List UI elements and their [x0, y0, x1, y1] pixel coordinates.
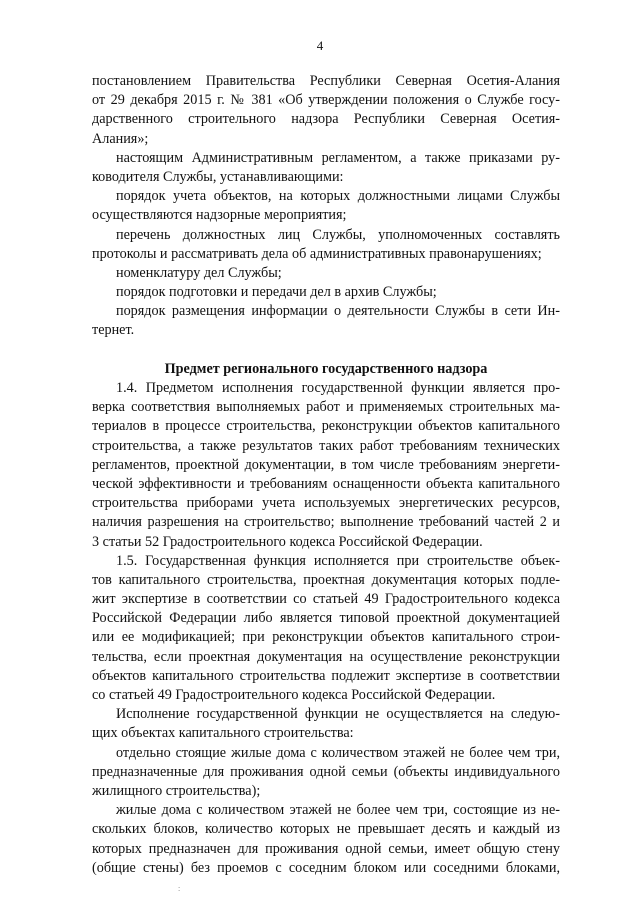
text-line: Исполнение государственной функции не осуществляется на следую- [116, 706, 560, 723]
paragraph [92, 744, 560, 802]
text-line: жилищного строительства); [92, 782, 261, 799]
paragraph [92, 302, 560, 340]
paragraph [92, 72, 560, 149]
scan-mark: : [178, 884, 181, 893]
text-line: верка соответствия выполняемых работ и применяемых строительных ма- [92, 399, 560, 416]
text-line: скольких блоков, количество которых не превышает десять и каждый из [92, 821, 560, 838]
section-spacer [92, 341, 560, 360]
text-line: 3 статьи 52 Градостроительного кодекса Российской Федерации. [92, 533, 483, 550]
text-line: строительства, а также результатов таких работ требованиям технических [92, 437, 560, 454]
text-line: тельства, если проектная документация на осуществление реконструкции [92, 648, 560, 665]
text-line: от 29 декабря 2015 г. № 381 «Об утверждении положения о Службе госу- [92, 92, 560, 109]
page-number: 4 [316, 38, 324, 53]
text-line: протоколы и рассматривать дела об административных правонарушениях; [92, 245, 542, 262]
text-line: порядок учета объектов, на которых должностными лицами Службы [116, 188, 560, 205]
text-line: Российской Федерации либо является типовой проектной документацией [92, 610, 560, 627]
paragraph [92, 149, 560, 187]
text-line: 1.4. Предметом исполнения государственной функции является про- [116, 380, 560, 396]
text-line: дарственного строительного надзора Республики Северная Осетия- [92, 111, 560, 128]
text-line: тов капитального строительства, проектная документация которых подле- [92, 571, 560, 588]
text-line: предназначенные для проживания одной семьи (объекты индивидуального [92, 763, 560, 780]
text-line: наличия разрешения на строительство; выполнение требований частей 2 и [92, 514, 560, 531]
text-line: 1.5. Государственная функция исполняется при строительстве объек- [116, 552, 560, 569]
text-line: ческой эффективности и требованиям оснащенности объекта капитального [92, 475, 560, 492]
text-line: перечень должностных лиц Службы, уполномоченных составлять [116, 226, 560, 243]
text-line: со статьей 49 Градостроительного кодекса Российской Федерации. [92, 687, 496, 703]
paragraph [92, 552, 560, 706]
text-line: регламентов, проектной документации, в том числе требованиям энергети- [92, 456, 560, 473]
text-line: настоящим Административным регламентом, а также приказами ру- [116, 149, 560, 166]
document-body [92, 72, 560, 878]
text-line: териалов в процессе строительства, реконструкции объектов капитального [92, 418, 560, 435]
text-line: которых предназначен для проживания одной семьи, имеет общую стену [92, 840, 560, 857]
text-line: порядок подготовки и передачи дел в архив Службы; [116, 284, 437, 301]
text-line: тернет. [92, 322, 135, 339]
section-paragraphs [92, 379, 560, 878]
text-line: Алания»; [92, 130, 149, 147]
text-line: строительства приборами учета используемых энергетических ресурсов, [92, 495, 560, 512]
paragraph [92, 801, 560, 878]
text-line: осуществляются надзорные мероприятия; [92, 207, 347, 224]
text-line: жит экспертизе в соответствии со статьей 49 Градостроительного кодекса [92, 591, 560, 608]
paragraph [92, 264, 560, 283]
text-line: порядок размещения информации о деятельности Службы в сети Ин- [116, 303, 560, 320]
paragraph [92, 283, 560, 302]
text-line: номенклатуру дел Службы; [116, 264, 282, 281]
text-line: щих объектах капитального строительства: [92, 725, 354, 742]
paragraph [92, 187, 560, 225]
paragraph [92, 226, 560, 264]
text-line: или ее модификацией; при реконструкции объектов капитального строи- [92, 629, 560, 646]
text-line: (общие стены) без проемов с соседним блоком или соседними блоками, [92, 859, 560, 876]
paragraph [92, 705, 560, 743]
section-heading: Предмет регионального государственного надзора [164, 360, 488, 377]
text-line: ководителя Службы, устанавливающими: [92, 168, 344, 185]
text-line: жилые дома с количеством этажей не более чем три, состоящие из не- [116, 802, 560, 819]
text-line: объектов капитального строительства подлежит экспертизе в соответствии [92, 667, 560, 684]
intro-paragraphs [92, 72, 560, 341]
paragraph [92, 379, 560, 552]
text-line: отдельно стоящие жилые дома с количеством этажей не более чем три, [116, 744, 560, 761]
text-line: постановлением Правительства Республики Северная Осетия-Алания [92, 73, 560, 89]
